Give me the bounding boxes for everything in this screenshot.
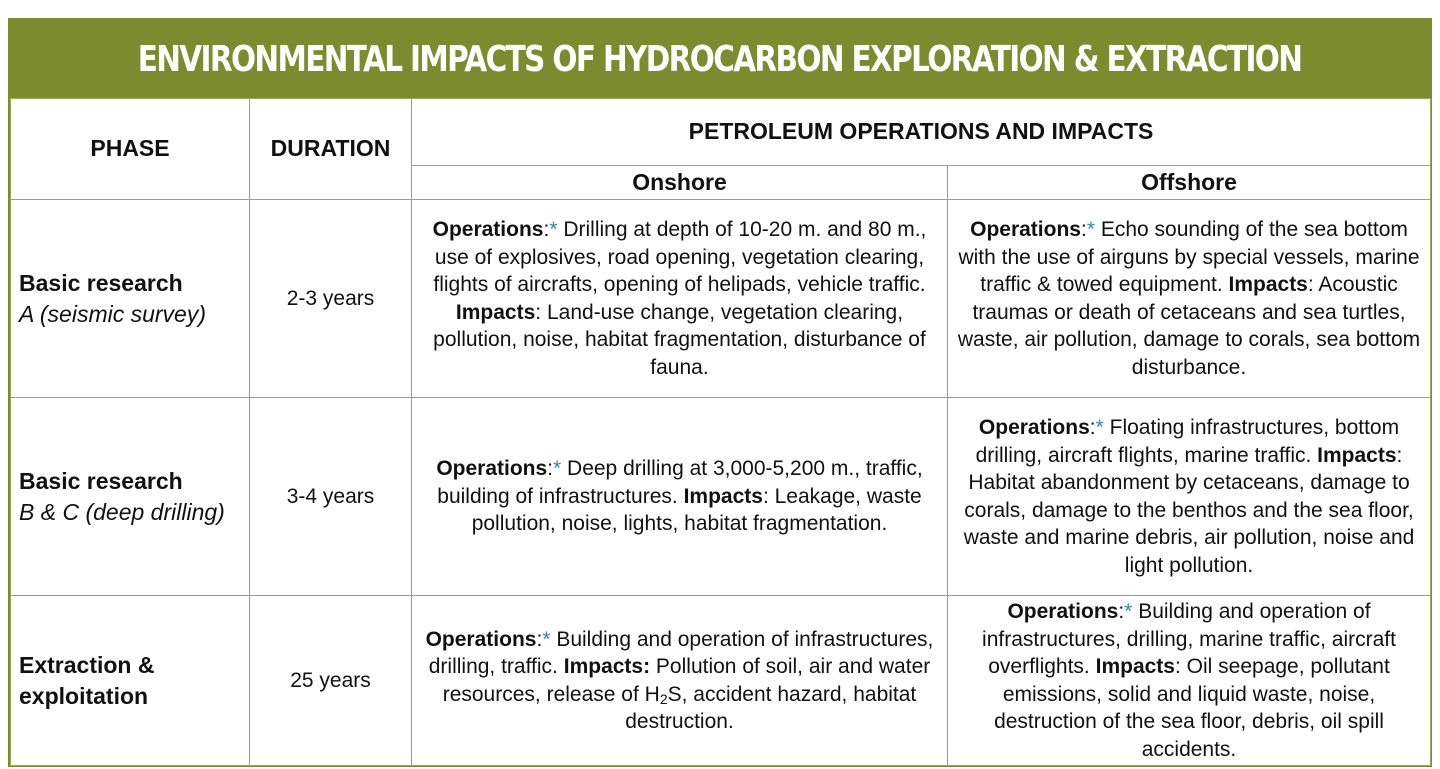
duration-cell: 25 years [250, 596, 412, 766]
operations-header: PETROLEUM OPERATIONS AND IMPACTS [412, 99, 1431, 166]
operations-label: Operations [432, 218, 544, 241]
offshore-impacts-text: : Acoustic traumas or death of cetaceans and sea turtles, waste, air pollution, damage to corals, sea bottom disturbance. [957, 273, 1421, 379]
onshore-cell: Operations:* Drilling at depth of 10-20 m. and 80 m., use of explosives, road opening, vegetation clearing, flights of aircrafts, opening of helipads, vehicle traffic. Impacts: Land-use change, vegetation clearing, pollution, noise, habitat fragmentation, disturbance of fauna. [412, 200, 948, 398]
phase-subtitle: A (seismic survey) [19, 300, 206, 327]
onshore-impacts-text: Pollution of soil, air and water resources, release of H [442, 655, 931, 706]
title-bar [10, 20, 1430, 98]
impacts-label: Impacts [1317, 443, 1397, 467]
infographic-frame [8, 18, 1432, 767]
offshore-cell: Operations:* Floating infrastructures, bottom drilling, aircraft flights, marine traffic. Impacts: Habitat abandonment by cetaceans, damage to corals, damage to the benthos and the sea floor, waste and marine debris, air pollution, noise and light pollution. [948, 398, 1431, 596]
onshore-impacts-text: : Leakage, waste pollution, noise, lights, habitat fragmentation. [471, 484, 922, 536]
phase-title: Basic research [19, 467, 183, 494]
subscript-two: 2 [659, 690, 668, 707]
impacts-label: Impacts [1095, 655, 1175, 678]
operations-label: Operations [425, 627, 537, 651]
offshore-cell: Operations:* Echo sounding of the sea bottom with the use of airguns by special vessels, marine traffic & towed equipment. Impacts: Acoustic traumas or death of cetaceans and sea turtles, waste, air pollution, damage to corals, sea bottom disturbance. [948, 200, 1431, 398]
operations-label: Operations [436, 457, 548, 481]
duration-cell: 2-3 years [250, 200, 412, 398]
table-row [11, 398, 1431, 596]
impacts-label: Impacts: [563, 655, 651, 678]
onshore-cell: Operations:* Building and operation of infrastructures, drilling, traffic. Impacts: Pollution of soil, air and water resources, release of $H_2S$, accident hazard, habitat destruction. [412, 596, 948, 766]
onshore-impacts-text: : Land-use change, vegetation clearing, pollution, noise, habitat fragmentation, disturbance of fauna. [433, 300, 926, 379]
onshore-impacts-text-end: S, accident hazard, habitat destruction. [625, 682, 917, 733]
impacts-label: Impacts [683, 484, 763, 508]
impacts-label: Impacts [455, 300, 536, 324]
asterisk-mark: * [542, 627, 551, 651]
asterisk-mark: * [553, 457, 562, 481]
offshore-impacts-text: : Oil seepage, pollutant emissions, solid and liquid waste, noise, destruction of the sea floor, debris, oil spill accidents. [994, 655, 1390, 761]
operations-label: Operations [1007, 600, 1119, 623]
duration-header: DURATION [250, 99, 412, 200]
asterisk-mark: * [549, 218, 558, 241]
offshore-operations-text: Building and operation of infrastructures, drilling, marine traffic, aircraft overflights. [982, 600, 1396, 678]
operations-label: Operations [970, 218, 1081, 241]
impacts-label: Impacts [1228, 273, 1308, 296]
table-row [11, 596, 1431, 766]
duration-cell: 3-4 years [250, 398, 412, 596]
asterisk-mark: * [1124, 600, 1133, 623]
onshore-cell: Operations:* Deep drilling at 3,000-5,200 m., traffic, building of infrastructures. Impacts: Leakage, waste pollution, noise, lights, habitat fragmentation. [412, 398, 948, 596]
onshore-header: Onshore [412, 166, 948, 200]
onshore-operations-text: Drilling at depth of 10-20 m. and 80 m., use of explosives, road opening, vegetation clearing, flights of aircrafts, opening of helipads, vehicle traffic. [433, 218, 927, 296]
operations-label: Operations [978, 416, 1090, 439]
phase-cell [11, 200, 250, 398]
phase-header: PHASE [11, 99, 250, 200]
impacts-table [10, 98, 1431, 766]
offshore-operations-text: Echo sounding of the sea bottom with the use of airguns by special vessels, marine traffic & towed equipment. [958, 218, 1420, 296]
table-row [11, 200, 1431, 398]
phase-subtitle: B & C (deep drilling) [19, 498, 225, 525]
onshore-operations-text: Building and operation of infrastructures, drilling, traffic. [428, 627, 934, 678]
phase-cell [11, 398, 250, 596]
asterisk-mark: * [1095, 416, 1104, 439]
offshore-impacts-text: : Habitat abandonment by cetaceans, damage to corals, damage to the benthos and the sea floor, waste and marine debris, air pollution, noise and light pollution. [963, 443, 1415, 577]
phase-cell [11, 596, 250, 766]
phase-title: Basic research [19, 269, 183, 296]
asterisk-mark: * [1086, 218, 1095, 241]
header-row [11, 99, 1431, 166]
phase-title: Extraction & exploitation [19, 651, 155, 709]
offshore-header: Offshore [948, 166, 1431, 200]
onshore-operations-text: Deep drilling at 3,000-5,200 m., traffic, building of infrastructures. [437, 457, 923, 508]
page-title: ENVIRONMENTAL IMPACTS OF HYDROCARBON EXPLORATION & EXTRACTION [138, 38, 1302, 80]
offshore-cell: Operations:* Building and operation of infrastructures, drilling, marine traffic, aircraft overflights. Impacts: Oil seepage, pollutant emissions, solid and liquid waste, noise, destruction of the sea floor, debris, oil spill accidents. [948, 596, 1431, 766]
offshore-operations-text: Floating infrastructures, bottom drilling, aircraft flights, marine traffic. [975, 416, 1400, 467]
